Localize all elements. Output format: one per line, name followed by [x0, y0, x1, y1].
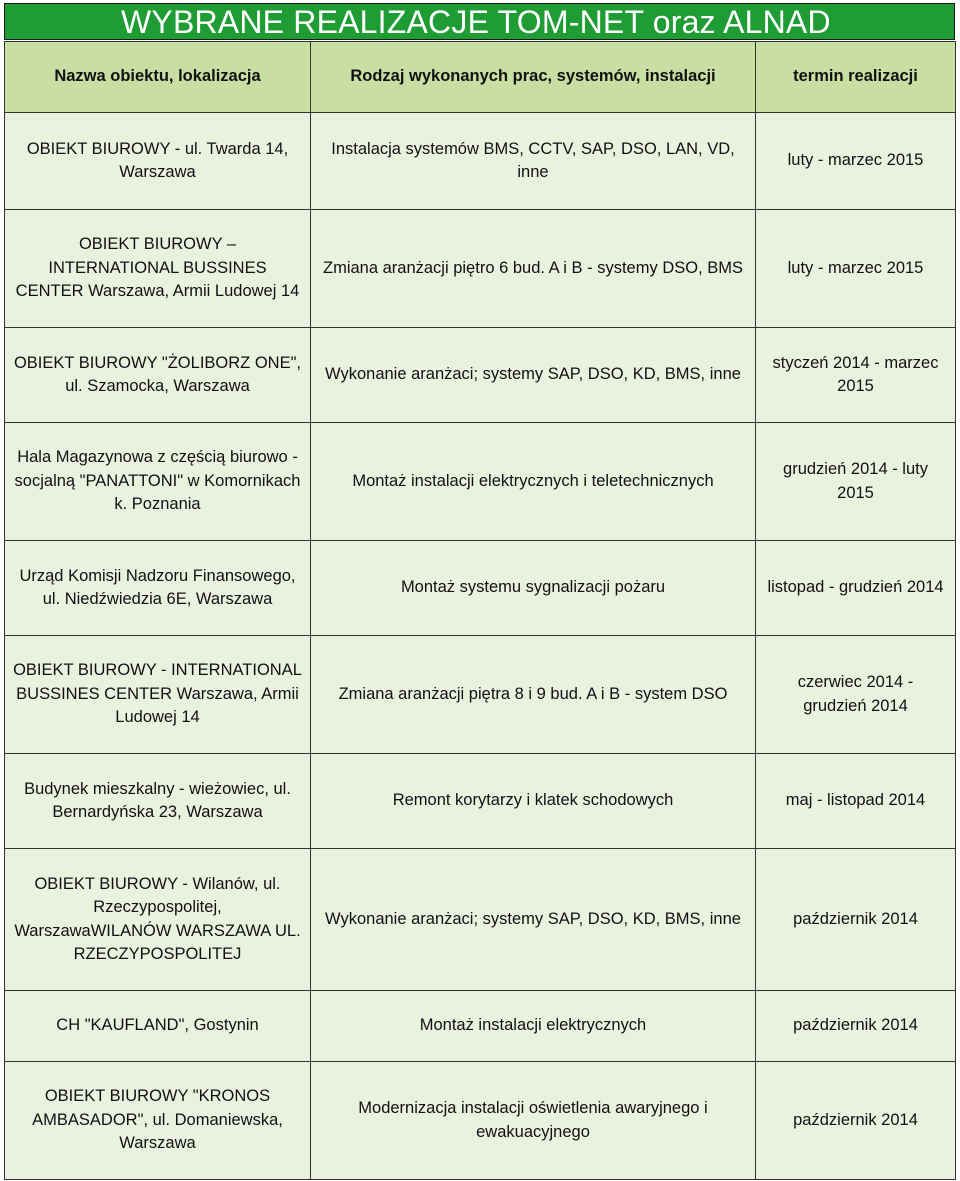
object-cell: OBIEKT BIUROWY - INTERNATIONAL BUSSINES CENTER Warszawa, Armii Ludowej 14 [5, 636, 311, 754]
date-cell: luty - marzec 2015 [756, 210, 956, 328]
realizations-table [4, 41, 956, 1180]
date-cell: październik 2014 [756, 849, 956, 991]
date-cell: luty - marzec 2015 [756, 113, 956, 210]
object-cell: Budynek mieszkalny - wieżowiec, ul. Bernardyńska 23, Warszawa [5, 754, 311, 849]
date-cell: październik 2014 [756, 1062, 956, 1180]
object-cell: CH "KAUFLAND", Gostynin [5, 991, 311, 1062]
table-row [5, 328, 956, 423]
table-row [5, 113, 956, 210]
work-cell: Montaż systemu sygnalizacji pożaru [311, 541, 756, 636]
header-object: Nazwa obiektu, lokalizacja [5, 42, 311, 113]
object-cell: OBIEKT BIUROWY – INTERNATIONAL BUSSINES CENTER Warszawa, Armii Ludowej 14 [5, 210, 311, 328]
date-cell: czerwiec 2014 - grudzień 2014 [756, 636, 956, 754]
table-row [5, 991, 956, 1062]
table-row [5, 423, 956, 541]
table-row [5, 1062, 956, 1180]
table-row [5, 754, 956, 849]
work-cell: Montaż instalacji elektrycznych i teletechnicznych [311, 423, 756, 541]
work-cell: Zmiana aranżacji piętro 6 bud. A i B - systemy DSO, BMS [311, 210, 756, 328]
work-cell: Remont korytarzy i klatek schodowych [311, 754, 756, 849]
table-row [5, 210, 956, 328]
table-row [5, 541, 956, 636]
header-date: termin realizacji [756, 42, 956, 113]
date-cell: listopad - grudzień 2014 [756, 541, 956, 636]
date-cell: styczeń 2014 - marzec 2015 [756, 328, 956, 423]
object-cell: Urząd Komisji Nadzoru Finansowego, ul. Niedźwiedzia 6E, Warszawa [5, 541, 311, 636]
work-cell: Modernizacja instalacji oświetlenia awaryjnego i ewakuacyjnego [311, 1062, 756, 1180]
object-cell: OBIEKT BIUROWY - Wilanów, ul. Rzeczypospolitej, WarszawaWILANÓW WARSZAWA UL. RZECZYPOSPOLITEJ [5, 849, 311, 991]
date-cell: październik 2014 [756, 991, 956, 1062]
object-cell: Hala Magazynowa z częścią biurowo - socjalną "PANATTONI" w Komornikach k. Poznania [5, 423, 311, 541]
work-cell: Wykonanie aranżaci; systemy SAP, DSO, KD, BMS, inne [311, 849, 756, 991]
date-cell: grudzień 2014 - luty 2015 [756, 423, 956, 541]
object-cell: OBIEKT BIUROWY - ul. Twarda 14, Warszawa [5, 113, 311, 210]
date-cell: maj - listopad 2014 [756, 754, 956, 849]
table-row [5, 849, 956, 991]
object-cell: OBIEKT BIUROWY "KRONOS AMBASADOR", ul. Domaniewska, Warszawa [5, 1062, 311, 1180]
work-cell: Montaż instalacji elektrycznych [311, 991, 756, 1062]
header-work: Rodzaj wykonanych prac, systemów, instalacji [311, 42, 756, 113]
work-cell: Wykonanie aranżaci; systemy SAP, DSO, KD, BMS, inne [311, 328, 756, 423]
table-header-row [5, 42, 956, 113]
object-cell: OBIEKT BIUROWY "ŻOLIBORZ ONE", ul. Szamocka, Warszawa [5, 328, 311, 423]
work-cell: Zmiana aranżacji piętra 8 i 9 bud. A i B - system DSO [311, 636, 756, 754]
page-title: WYBRANE REALIZACJE TOM-NET oraz ALNAD [4, 3, 955, 40]
table-row [5, 636, 956, 754]
work-cell: Instalacja systemów BMS, CCTV, SAP, DSO, LAN, VD, inne [311, 113, 756, 210]
